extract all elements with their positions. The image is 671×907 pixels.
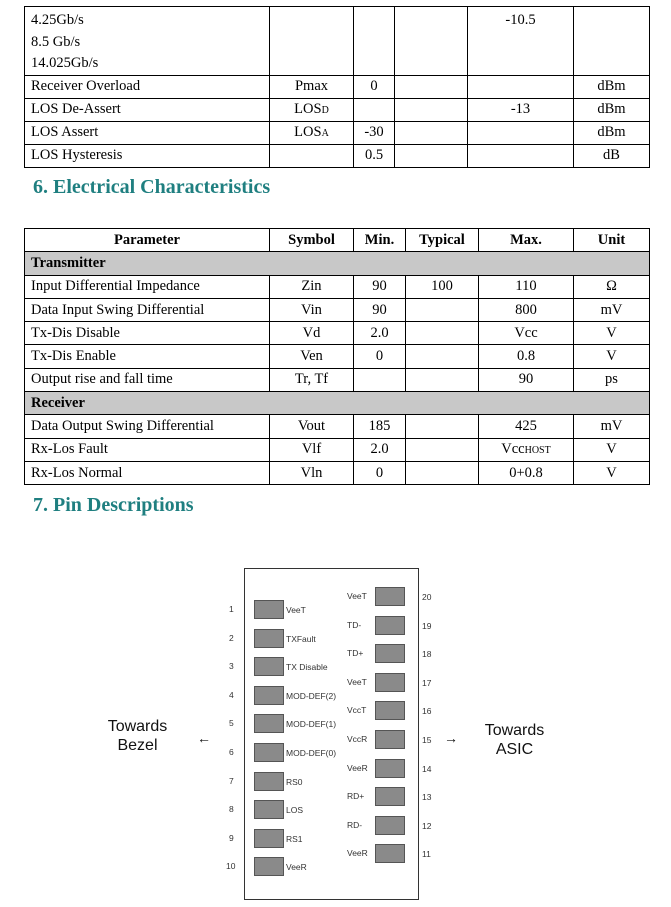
cell-min: 2.0 — [354, 322, 406, 345]
pin-number: 4 — [229, 689, 234, 700]
cell-max — [468, 75, 574, 98]
cell-parameter — [25, 144, 270, 167]
pin-label: RS0 — [286, 776, 303, 787]
towards-bezel-line2: Bezel — [117, 737, 158, 754]
cell-parameter: Tx-Dis Disable — [25, 322, 270, 345]
cell-max — [479, 461, 574, 484]
cell-max — [479, 415, 574, 438]
transmitter-band — [25, 252, 650, 275]
cell-max: -13 — [468, 98, 574, 121]
pin-number: 3 — [229, 661, 234, 672]
pin-number: 11 — [422, 849, 431, 860]
pin-label: RD- — [347, 819, 363, 830]
symbol-text: LOS — [294, 101, 322, 117]
header-typical: Typical — [406, 229, 479, 252]
cell-min: 0 — [354, 345, 406, 368]
table-row — [25, 7, 650, 76]
cell-max — [479, 438, 574, 461]
pin-pad — [375, 673, 405, 692]
cell-symbol: Vlf — [270, 438, 354, 461]
cell-max — [479, 298, 574, 321]
cell-typical — [406, 461, 479, 484]
pin-number: 13 — [422, 792, 432, 803]
pin-number: 7 — [229, 775, 234, 786]
pin-label: LOS — [286, 805, 304, 816]
pin-number: 1 — [229, 604, 234, 614]
cell-symbol: Vd — [270, 322, 354, 345]
pin-pad — [375, 701, 405, 720]
transmitter-band-label: Transmitter — [25, 252, 650, 275]
towards-asic-text — [472, 721, 557, 759]
pin-label: MOD-DEF(1) — [286, 719, 337, 730]
pin-pad — [254, 857, 284, 876]
cell-typical — [406, 415, 479, 438]
cell-min — [354, 7, 395, 76]
table-row — [25, 438, 650, 461]
receiver-spec-table — [24, 6, 650, 168]
cell-symbol: Vln — [270, 461, 354, 484]
parameter-line: 4.25Gb/s — [31, 12, 84, 28]
pin-label: VccT — [347, 705, 367, 716]
cell-parameter: Input Differential Impedance — [25, 275, 270, 298]
cell-parameter: Rx-Los Fault — [25, 438, 270, 461]
table-row — [25, 345, 650, 368]
cell-typical — [406, 298, 479, 321]
cell-typ — [395, 75, 468, 98]
cell-typ — [395, 144, 468, 167]
parameter-line: 8.5 Gb/s — [31, 33, 81, 50]
towards-bezel-text — [95, 717, 180, 755]
cell-typ — [395, 7, 468, 76]
symbol-text: LOS — [294, 124, 322, 140]
max-text: 800 — [515, 301, 537, 318]
cell-max — [468, 121, 574, 144]
max-subscript: HOST — [524, 445, 551, 457]
pin-pad — [375, 759, 405, 778]
pin-number: 20 — [422, 592, 432, 602]
cell-max — [468, 144, 574, 167]
cell-unit: ps — [574, 368, 650, 391]
receiver-band — [25, 392, 650, 415]
max-text: Vcc — [514, 324, 538, 341]
cell-min: 2.0 — [354, 438, 406, 461]
pin-pad — [375, 644, 405, 663]
pin-pad — [254, 629, 284, 648]
table-row — [25, 121, 650, 144]
header-max: Max. — [479, 229, 574, 252]
cell-unit: dBm — [574, 98, 650, 121]
cell-typ — [395, 121, 468, 144]
pin-label: VeeR — [347, 762, 368, 773]
pin-number: 9 — [229, 832, 234, 843]
electrical-characteristics-table — [24, 228, 650, 485]
cell-parameter — [25, 121, 270, 144]
pin-number: 14 — [422, 763, 432, 774]
parameter-line: 14.025Gb/s — [31, 55, 99, 71]
table-row — [25, 144, 650, 167]
pin-pad — [254, 829, 284, 848]
cell-unit: dB — [574, 144, 650, 167]
pin-pad — [254, 657, 284, 676]
table-row — [25, 368, 650, 391]
table-row — [25, 98, 650, 121]
cell-typ — [395, 98, 468, 121]
pin-label: VeeT — [286, 605, 306, 615]
cell-symbol — [270, 7, 354, 76]
parameter-line: LOS Assert — [31, 124, 99, 140]
arrow-left-icon: ← — [197, 730, 211, 746]
cell-typical — [406, 322, 479, 345]
header-symbol: Symbol — [270, 229, 354, 252]
pin-pad — [254, 743, 284, 762]
pin-label: TD- — [347, 619, 362, 630]
cell-unit: mV — [574, 298, 650, 321]
pin-pad — [254, 714, 284, 733]
table-header-row — [25, 229, 650, 252]
pin-pad — [375, 844, 405, 863]
symbol-text: Pmax — [294, 78, 329, 94]
pin-number: 5 — [229, 718, 234, 729]
table-row — [25, 298, 650, 321]
cell-parameter — [25, 75, 270, 98]
pin-pad — [375, 730, 405, 749]
cell-symbol: Ven — [270, 345, 354, 368]
pin-label: TXFault — [286, 633, 316, 644]
pin-label: VeeR — [347, 848, 368, 859]
header-unit: Unit — [574, 229, 650, 252]
table-row — [25, 275, 650, 298]
pin-number: 8 — [229, 804, 234, 815]
cell-min: 90 — [354, 275, 406, 298]
cell-parameter: Data Input Swing Differential — [25, 298, 270, 321]
cell-unit: dBm — [574, 75, 650, 98]
cell-parameter — [25, 7, 270, 76]
cell-unit: dBm — [574, 121, 650, 144]
cell-min: 0.5 — [354, 144, 395, 167]
header-min: Min. — [354, 229, 406, 252]
parameter-line: LOS De-Assert — [31, 101, 121, 117]
symbol-subscript: D — [321, 105, 329, 116]
pin-number: 15 — [422, 735, 432, 745]
pin-label: VeeT — [347, 591, 367, 601]
cell-min — [354, 98, 395, 121]
pin-number: 18 — [422, 649, 432, 660]
cell-symbol — [270, 75, 354, 98]
cell-min — [354, 368, 406, 391]
arrow-right-icon: → — [444, 730, 458, 746]
cell-symbol: Tr, Tf — [270, 368, 354, 391]
cell-parameter: Rx-Los Normal — [25, 461, 270, 484]
cell-max: -10.5 — [468, 7, 574, 76]
pin-pad — [375, 787, 405, 806]
cell-max — [479, 322, 574, 345]
pin-label: VeeR — [286, 862, 307, 873]
cell-symbol — [270, 98, 354, 121]
pin-label: TX Disable — [286, 662, 328, 673]
header-parameter: Parameter — [25, 229, 270, 252]
cell-symbol: Zin — [270, 275, 354, 298]
cell-min: 90 — [354, 298, 406, 321]
max-text: 110 — [515, 278, 537, 295]
towards-asic-line1: Towards — [484, 722, 545, 739]
pin-label: RS1 — [286, 833, 303, 844]
max-text: 0+0.8 — [509, 464, 543, 481]
pin-number: 17 — [422, 677, 432, 688]
section-title-electrical: 6. Electrical Characteristics — [33, 176, 271, 198]
cell-unit: Ω — [574, 275, 650, 298]
cell-typical: 100 — [406, 275, 479, 298]
cell-min: 185 — [354, 415, 406, 438]
pin-number: 2 — [229, 632, 234, 643]
cell-unit: V — [574, 461, 650, 484]
max-text: 0.8 — [516, 348, 536, 365]
parameter-line: Receiver Overload — [31, 78, 141, 94]
cell-unit: mV — [574, 415, 650, 438]
pin-label: TD+ — [347, 648, 364, 659]
table-row — [25, 75, 650, 98]
cell-typical — [406, 438, 479, 461]
pin-pad — [254, 600, 284, 619]
pin-label: VeeT — [347, 676, 367, 687]
pin-number: 12 — [422, 820, 432, 831]
pin-number: 10 — [226, 861, 236, 872]
pin-number: 6 — [229, 747, 234, 757]
cell-parameter: Tx-Dis Enable — [25, 345, 270, 368]
cell-min: 0 — [354, 75, 395, 98]
cell-parameter — [25, 98, 270, 121]
pin-label: VccR — [347, 734, 368, 744]
cell-max — [479, 275, 574, 298]
pin-label: RD+ — [347, 791, 365, 802]
pin-diagram — [0, 540, 671, 907]
pin-pad — [375, 816, 405, 835]
pin-label: MOD-DEF(2) — [286, 690, 337, 701]
max-text: 90 — [518, 371, 534, 388]
cell-symbol: Vout — [270, 415, 354, 438]
pin-number: 19 — [422, 620, 432, 631]
table-row — [25, 322, 650, 345]
section-title-pins: 7. Pin Descriptions — [33, 494, 194, 516]
pin-label: MOD-DEF(0) — [286, 748, 337, 758]
cell-symbol — [270, 121, 354, 144]
cell-symbol — [270, 144, 354, 167]
cell-typical — [406, 368, 479, 391]
cell-min: 0 — [354, 461, 406, 484]
towards-bezel-line1: Towards — [107, 718, 168, 735]
pin-pad — [254, 772, 284, 791]
towards-asic-line2: ASIC — [495, 741, 534, 758]
pin-pad — [254, 686, 284, 705]
symbol-subscript: A — [321, 128, 329, 139]
pin-pad — [254, 800, 284, 819]
cell-parameter: Output rise and fall time — [25, 368, 270, 391]
cell-unit: V — [574, 438, 650, 461]
table-row — [25, 415, 650, 438]
pin-pad — [375, 616, 405, 635]
table-row — [25, 461, 650, 484]
cell-typical — [406, 345, 479, 368]
cell-unit: V — [574, 322, 650, 345]
max-text: 425 — [515, 418, 537, 435]
parameter-line: LOS Hysteresis — [31, 147, 123, 163]
pin-number: 16 — [422, 706, 432, 717]
pin-pad — [375, 587, 405, 606]
cell-min: -30 — [354, 121, 395, 144]
cell-max — [479, 368, 574, 391]
cell-parameter: Data Output Swing Differential — [25, 415, 270, 438]
cell-max — [479, 345, 574, 368]
max-text: Vcc — [501, 441, 525, 458]
cell-unit: V — [574, 345, 650, 368]
cell-unit — [574, 7, 650, 76]
receiver-band-label: Receiver — [25, 392, 650, 415]
cell-symbol: Vin — [270, 298, 354, 321]
